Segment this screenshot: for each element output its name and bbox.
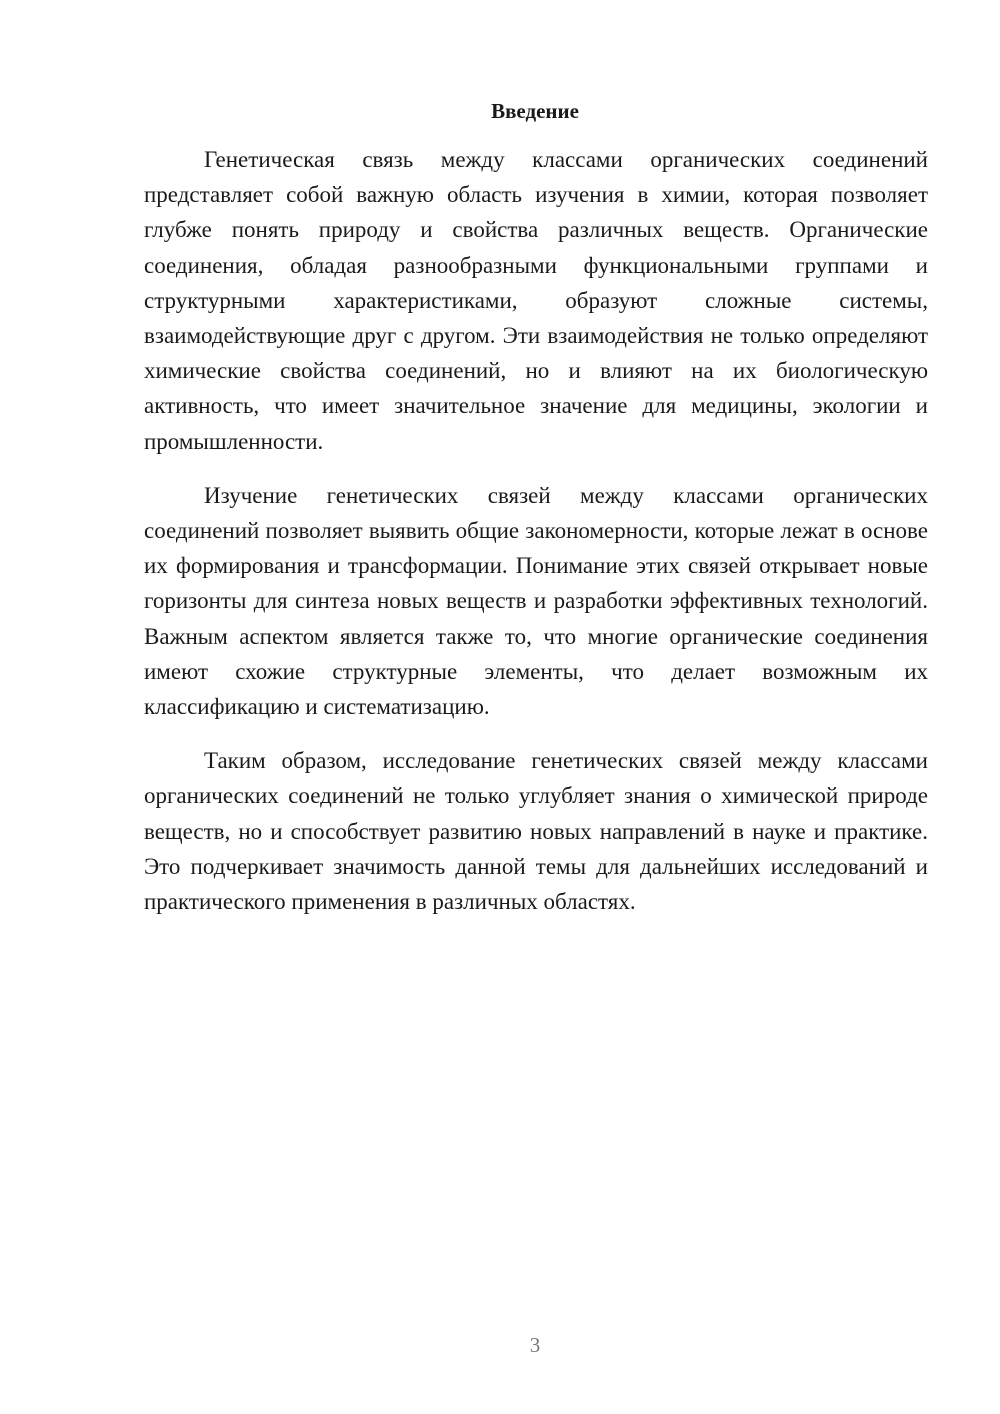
paragraph-2: Изучение генетических связей между классами органических соединений позволяет выявить общие закономерности, которые лежат в основе их формирования и трансформации. Понимание этих связей открывает новые горизонты для синтеза новых веществ и разработки эффективных технологий. Важным аспектом является также то, что многие органические соединения имеют схожие структурные элементы, что делает возможным их классификацию и систематизацию. bbox=[144, 482, 928, 720]
body-text bbox=[144, 142, 928, 938]
paragraph-3: Таким образом, исследование генетических связей между классами органических соединений не только углубляет знания о химической природе веществ, но и способствует развитию новых направлений в науке и практике. Это подчеркивает значимость данной темы для дальнейших исследований и практического применения в различных областях. bbox=[144, 748, 928, 915]
page-number: 3 bbox=[529, 1333, 541, 1357]
paragraph-1: Генетическая связь между классами органических соединений представляет собой важную область изучения в химии, которая позволяет глубже понять природу и свойства различных веществ. Органические соединения, обладая разнообразными функциональными группами и структурными характеристиками, образуют сложные системы, взаимодействующие друг с другом. Эти взаимодействия не только определяют химические свойства соединений, но и влияют на их биологическую активность, что имеет значительное значение для медицины, экологии и промышленности. bbox=[144, 147, 928, 454]
section-title: Введение bbox=[491, 99, 579, 123]
